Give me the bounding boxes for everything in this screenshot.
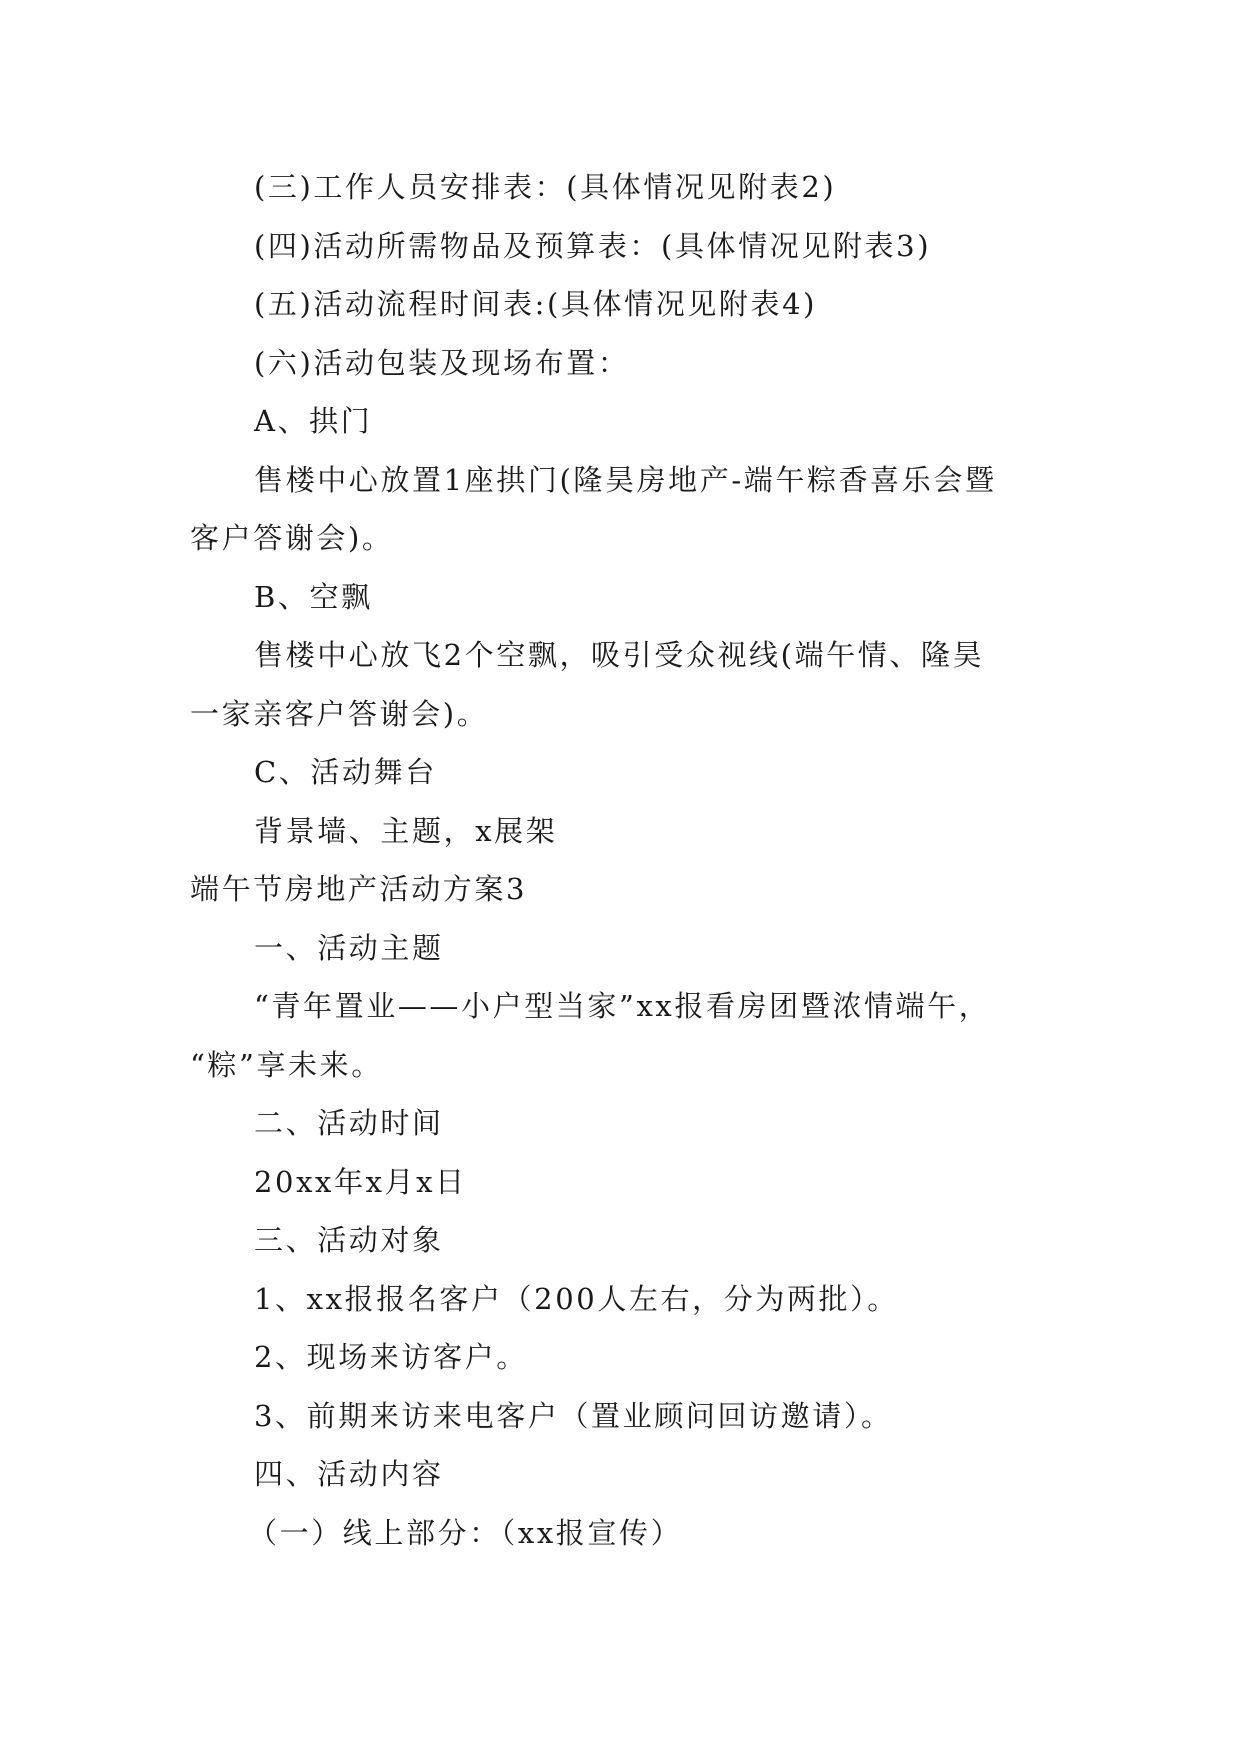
subheading-line: （一）线上部分：（xx报宣传） xyxy=(248,1515,683,1550)
text-line: (五)活动流程时间表:(具体情况见附表4) xyxy=(254,287,818,321)
heading-line: 三、活动对象 xyxy=(254,1223,444,1257)
text-line: 售楼中心放飞2个空飘，吸引受众视线(端午情、隆昊 xyxy=(254,638,985,672)
section-title: 端午节房地产活动方案3 xyxy=(190,872,528,906)
heading-line: 二、活动时间 xyxy=(254,1106,444,1140)
heading-line: 四、活动内容 xyxy=(254,1457,444,1491)
text-line: 售楼中心放置1座拱门(隆昊房地产-端午粽香喜乐会暨 xyxy=(254,462,997,497)
text-line: (三)工作人员安排表：(具体情况见附表2) xyxy=(254,170,837,204)
text-line: “青年置业——小户型当家”xx报看房团暨浓情端午， xyxy=(254,989,991,1023)
list-item: 2、现场来访客户。 xyxy=(254,1340,528,1374)
subheading-line: A、拱门 xyxy=(254,404,373,438)
text-line: 一家亲客户答谢会)。 xyxy=(190,696,489,731)
text-line: 20xx年x月x日 xyxy=(254,1164,467,1199)
subheading-line: C、活动舞台 xyxy=(254,755,437,789)
document-body xyxy=(190,158,1070,1562)
list-item: 1、xx报报名客户（200人左右，分为两批）。 xyxy=(254,1281,899,1316)
text-line: 背景墙、主题，x展架 xyxy=(254,813,558,848)
list-item: 3、前期来访来电客户（置业顾问回访邀请）。 xyxy=(254,1398,893,1433)
subheading-line: B、空飘 xyxy=(254,579,373,614)
text-line: (六)活动包装及现场布置： xyxy=(254,345,630,380)
text-line: “粽”享未来。 xyxy=(190,1047,383,1082)
text-line: (四)活动所需物品及预算表：(具体情况见附表3) xyxy=(254,228,932,263)
heading-line: 一、活动主题 xyxy=(254,930,444,965)
text-line: 客户答谢会)。 xyxy=(190,521,394,555)
